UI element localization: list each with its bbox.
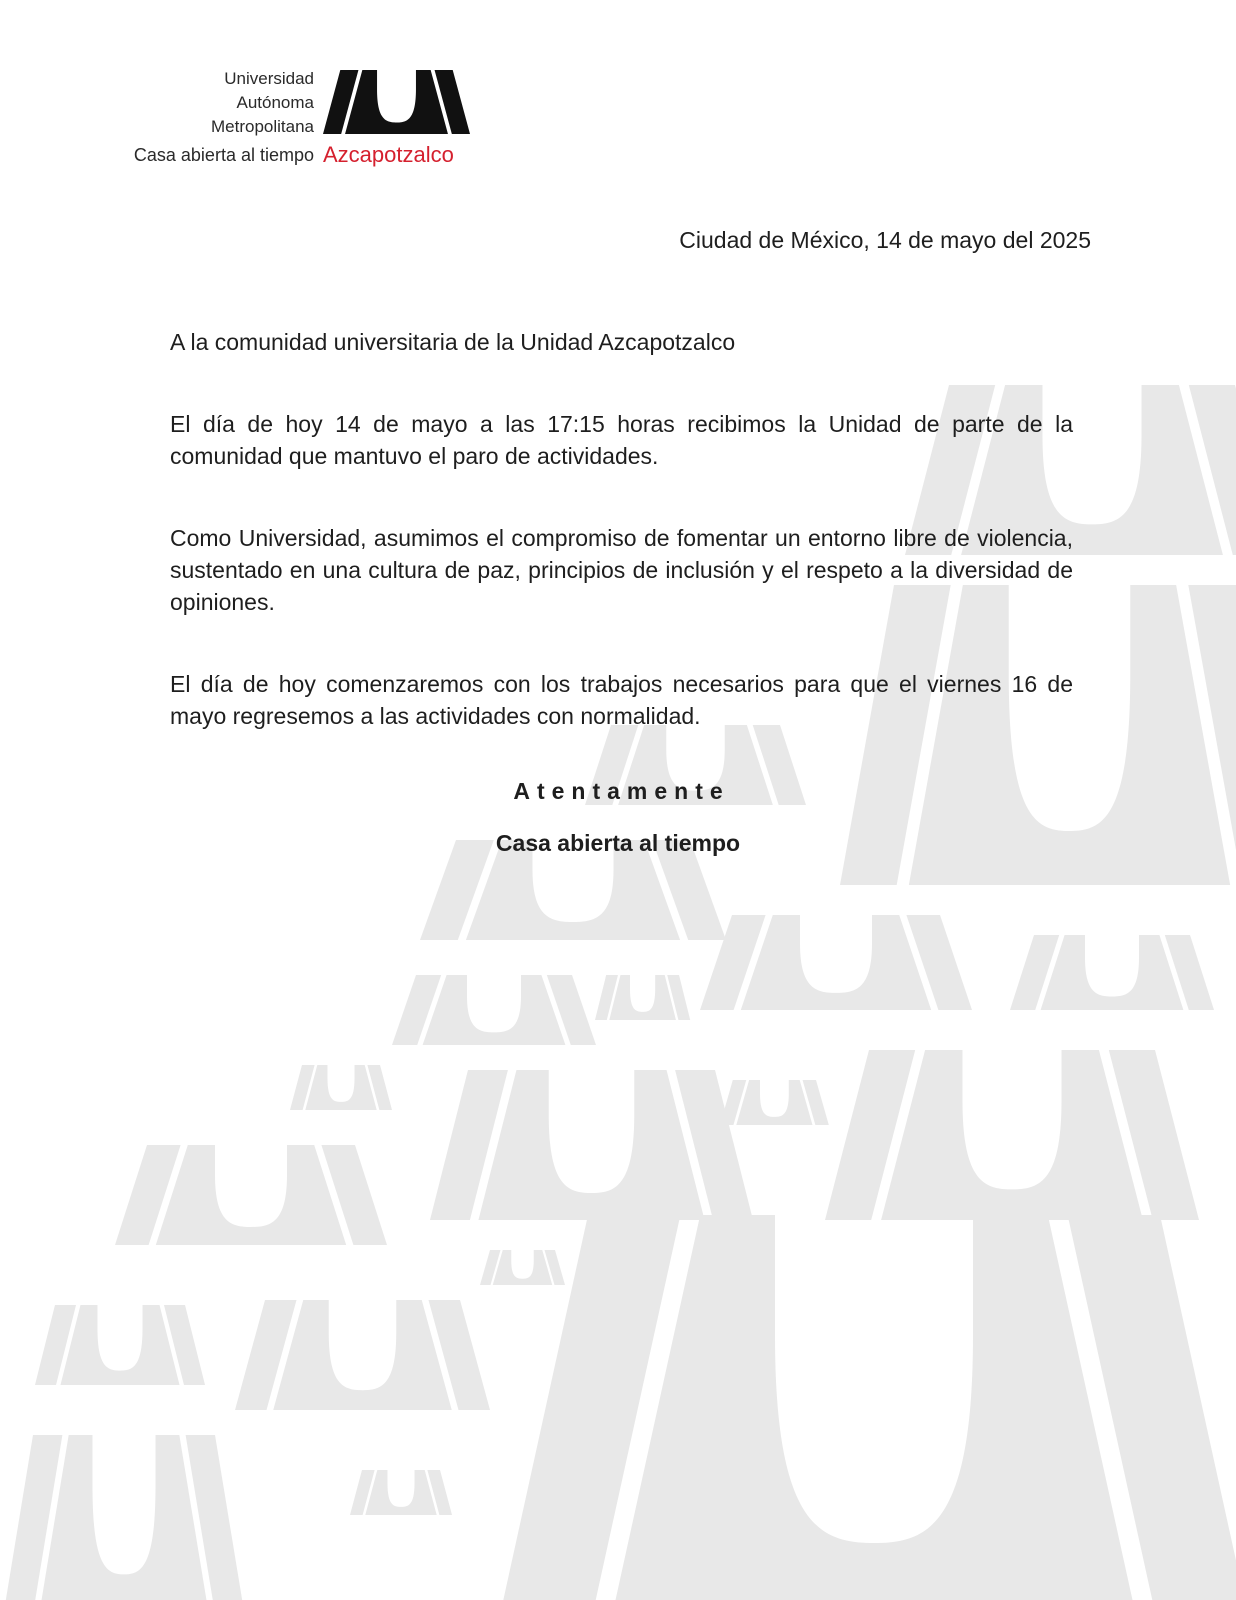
letter-paragraph-3: El día de hoy comenzaremos con los trabajos necesarios para que el viernes 16 de mayo regresemos a las actividades con normalidad. <box>170 671 1073 729</box>
letter-closing: Atentamente <box>513 778 730 804</box>
university-name-line-1: Universidad <box>224 69 314 88</box>
header-motto: Casa abierta al tiempo <box>133 145 314 165</box>
letter-date: Ciudad de México, 14 de mayo del 2025 <box>679 227 1091 253</box>
unit-name: Azcapotzalco <box>323 142 454 167</box>
letter-greeting: A la comunidad universitaria de la Unidad Azcapotzalco <box>170 329 736 355</box>
university-header <box>110 64 480 174</box>
letter-body <box>170 326 1073 782</box>
signature-motto: Casa abierta al tiempo <box>495 830 741 856</box>
letter-paragraph-1: El día de hoy 14 de mayo a las 17:15 horas recibimos la Unidad de parte de la comunidad que mantuvo el paro de actividades. <box>170 411 1073 469</box>
uam-logo-icon <box>323 70 470 134</box>
university-name-line-2: Autónoma <box>236 93 314 112</box>
letter-paragraph-2: Como Universidad, asumimos el compromiso de fomentar un entorno libre de violencia, sustentado en una cultura de paz, principios de inclusión y el respeto a la diversidad de opiniones. <box>170 525 1073 615</box>
university-name-line-3: Metropolitana <box>210 117 314 136</box>
